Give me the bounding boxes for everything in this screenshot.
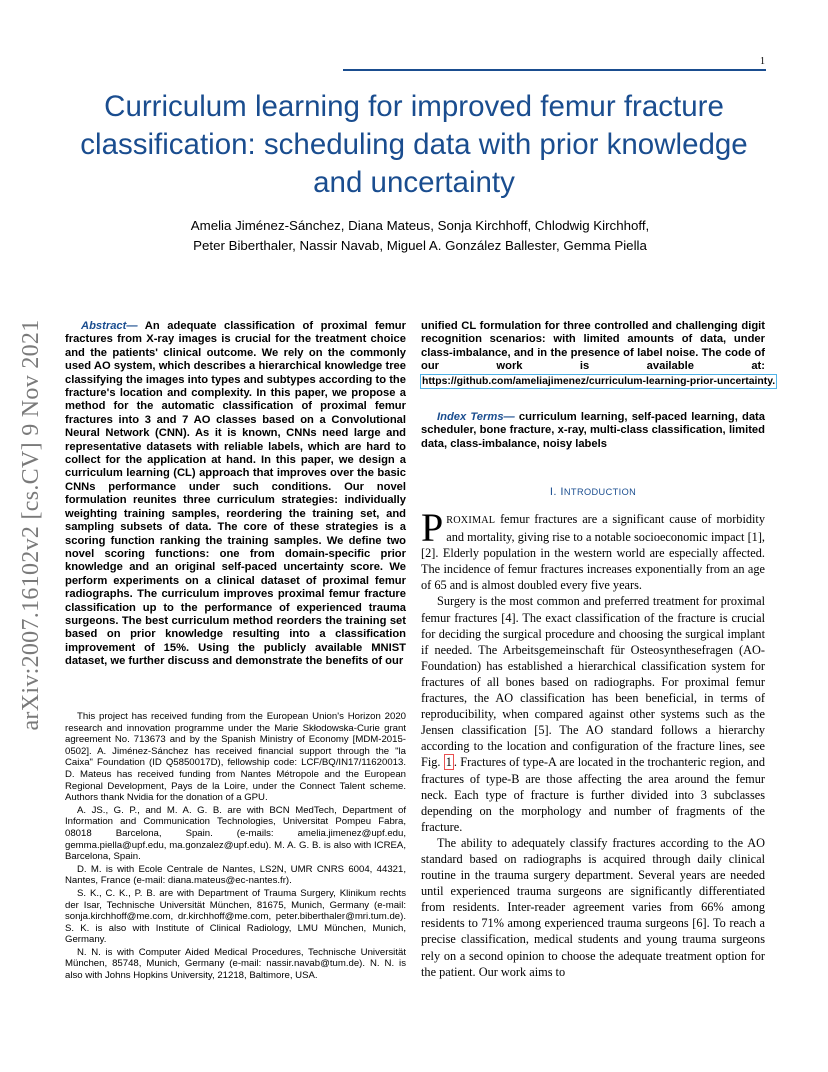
abstract-column-1 xyxy=(65,320,406,669)
footnote-affiliation-tum-trauma: S. K., C. K., P. B. are with Department of Trauma Surgery, Klinikum rechts der Isar, Technische Universität München, 81675, Munich, Germany (e-mail: sonja.kirchhoff@me.com, dr.kirchhoff@me.com, peter.biberthaler@mri.tum.de). S. K. is also with Institute of Clinical Radiology, LMU München, Munich, Germany. xyxy=(65,887,406,946)
intro-paragraph-2-end: . Fractures of type-A are located in the trochanteric region, and fractures of type-B are those affecting the area around the femur neck. Each type of fracture is further divided into 3 subclasses depending on the morphology and number of fragments of the fracture. xyxy=(421,755,766,834)
code-link[interactable]: https://github.com/ameliajimenez/curriculum-learning-prior-uncertainty. xyxy=(420,374,777,389)
authors-line-2: Peter Biberthaler, Nassir Navab, Miguel A. González Ballester, Gemma Piella xyxy=(193,238,647,253)
index-terms xyxy=(421,411,765,451)
abstract-column-2 xyxy=(421,320,776,389)
drop-cap: P xyxy=(421,505,444,550)
author-list xyxy=(70,216,770,256)
intro-paragraph-1-text: femur fractures are a significant cause of morbidity and mortality, giving rise to a notable socioeconomic impact [1], [2]. Elderly population in the western world are especially affected. The incidence of femur fractures increases exponentially from an age of 65 and is almost doubled every five years. xyxy=(421,512,765,593)
footnote-funding: This project has received funding from the European Union's Horizon 2020 research and innovation programme under the Marie Skłodowska-Curie grant agreement No. 713673 and by the Spanish Ministry of Economy [MDM-2015-0502]. A. Jiménez-Sánchez has received financial support through the "la Caixa" Foundation (ID Q5850017D), fellowship code: LCF/BQ/IN17/11620013. D. Mateus has received funding from Nantes Métropole and the European Regional Development, Pays de la Loire, under the Connect Talent scheme. Authors thank Nvidia for the donation of a GPU. xyxy=(65,711,406,804)
index-terms-text: curriculum learning, self-paced learning, data scheduler, bone fracture, x-ray, multi-class classification, limited data, class-imbalance, noisy labels xyxy=(421,411,765,450)
header-rule xyxy=(343,69,766,71)
intro-paragraph-3: The ability to adequately classify fractures according to the AO standard based on radiographs is acquired through daily clinical routine in the trauma surgery department. Several years are needed until experienced trauma surgeons are significantly differentiated from residents. Inter-reader agreement varies from 66% among residents to 71% among experienced trauma surgeons [6]. To reach a precise classification, medical students and young trauma surgeons rely on a second opinion to choose the adequate treatment option for the patient. Our work aims to xyxy=(421,835,765,979)
intro-paragraph-2-text: Surgery is the most common and preferred treatment for proximal femur fractures [4]. The exact classification of the fracture is crucial for deciding the surgical procedure and choosing the surgical implant if needed. The Arbeitsgemeinschaft für Osteosynthesefragen (AO-Foundation) has established a hierarchical classification system for fractures of all bones based on radiographs. For proximal femur fractures, the AO classification has been beneficial, in terms of reproducibility, when compared against other systems such as the Jensen classification [5]. The AO standard follows a hierarchy according to the location and configuration of the fracture lines, see Fig. xyxy=(421,594,765,770)
footnote-affiliation-camp: N. N. is with Computer Aided Medical Procedures, Technische Universität München, 85748, Munich, Germany (e-mail: nassir.navab@tum.de). N. N. is also with Johns Hopkins University, 21218, Baltimore, USA. xyxy=(65,946,406,982)
index-terms-label: Index Terms— xyxy=(437,411,515,423)
abstract-text-2: unified CL formulation for three controlled and challenging digit recognition scenarios: with limited amounts of data, under class-imbalance, and in the presence of label noise. The code of our work is available at: xyxy=(421,320,765,373)
authors-line-1: Amelia Jiménez-Sánchez, Diana Mateus, Sonja Kirchhoff, Chlodwig Kirchhoff, xyxy=(190,218,650,233)
section-title-rest: NTRODUCTION xyxy=(563,487,637,497)
page-number: 1 xyxy=(760,56,765,67)
footnote-affiliation-nantes: D. M. is with Ecole Centrale de Nantes, LS2N, UMR CNRS 6004, 44321, Nantes, France (e-mail: diana.mateus@ec-nantes.fr). xyxy=(65,863,406,887)
footnote-affiliation-upf: A. JS., G. P., and M. A. G. B. are with BCN MedTech, Department of Information and Communication Technologies, Universitat Pompeu Fabra, 08018 Barcelona, Spain. (e-mails: amelia.jimenez@upf.edu, gemma.piella@upf.edu, ma.gonzalez@upf.edu). M. A. G. B. is also with ICREA, Barcelona, Spain. xyxy=(65,804,406,863)
intro-smallcaps: ROXIMAL xyxy=(446,515,496,526)
section-title-initial: I xyxy=(560,486,564,498)
abstract-label: Abstract— xyxy=(81,320,138,332)
introduction-body xyxy=(421,505,766,980)
footnotes xyxy=(65,711,406,983)
paper-title: Curriculum learning for improved femur fracture classification: scheduling data with prior knowledge and uncertainty xyxy=(80,90,748,199)
section-heading-introduction xyxy=(421,486,765,498)
intro-paragraph-2 xyxy=(421,593,765,834)
section-number: I. xyxy=(549,486,557,498)
intro-paragraph-1 xyxy=(421,505,765,593)
figure-reference-link[interactable]: 1 xyxy=(445,755,452,770)
abstract-text-1: An adequate classification of proximal femur fractures from X-ray images is crucial for the treatment choice and the patients' clinical outcome. We rely on the commonly used AO system, which describes a hierarchical knowledge tree classifying the images into types and subtypes according to the fracture's location and complexity. In this paper, we propose a method for the automatic classification of proximal femur fractures into 3 and 7 AO classes based on a Convolutional Neural Network (CNN). As it is known, CNNs need large and representative datasets with reliable labels, which are hard to collect for the application at hand. In this paper, we design a curriculum learning (CL) approach that improves over the basic CNNs performance under such conditions. Our novel formulation reunites three curriculum strategies: individually weighting training samples, reordering the training set, and sampling subsets of data. The core of these strategies is a scoring function ranking the training samples. We define two novel scoring functions: one from domain-specific prior knowledge and an original self-paced uncertainty score. We perform experiments on a clinical dataset of proximal femur radiographs. The curriculum improves proximal femur fracture classification up to the performance of experienced trauma surgeons. The best curriculum method reorders the training set based on prior knowledge resulting into a classification improvement of 15%. Using the publicly available MNIST dataset, we further discuss and demonstrate the benefits of our xyxy=(65,320,406,668)
arxiv-stamp: arXiv:2007.16102v2 [cs.CV] 9 Nov 2021 xyxy=(18,319,44,731)
